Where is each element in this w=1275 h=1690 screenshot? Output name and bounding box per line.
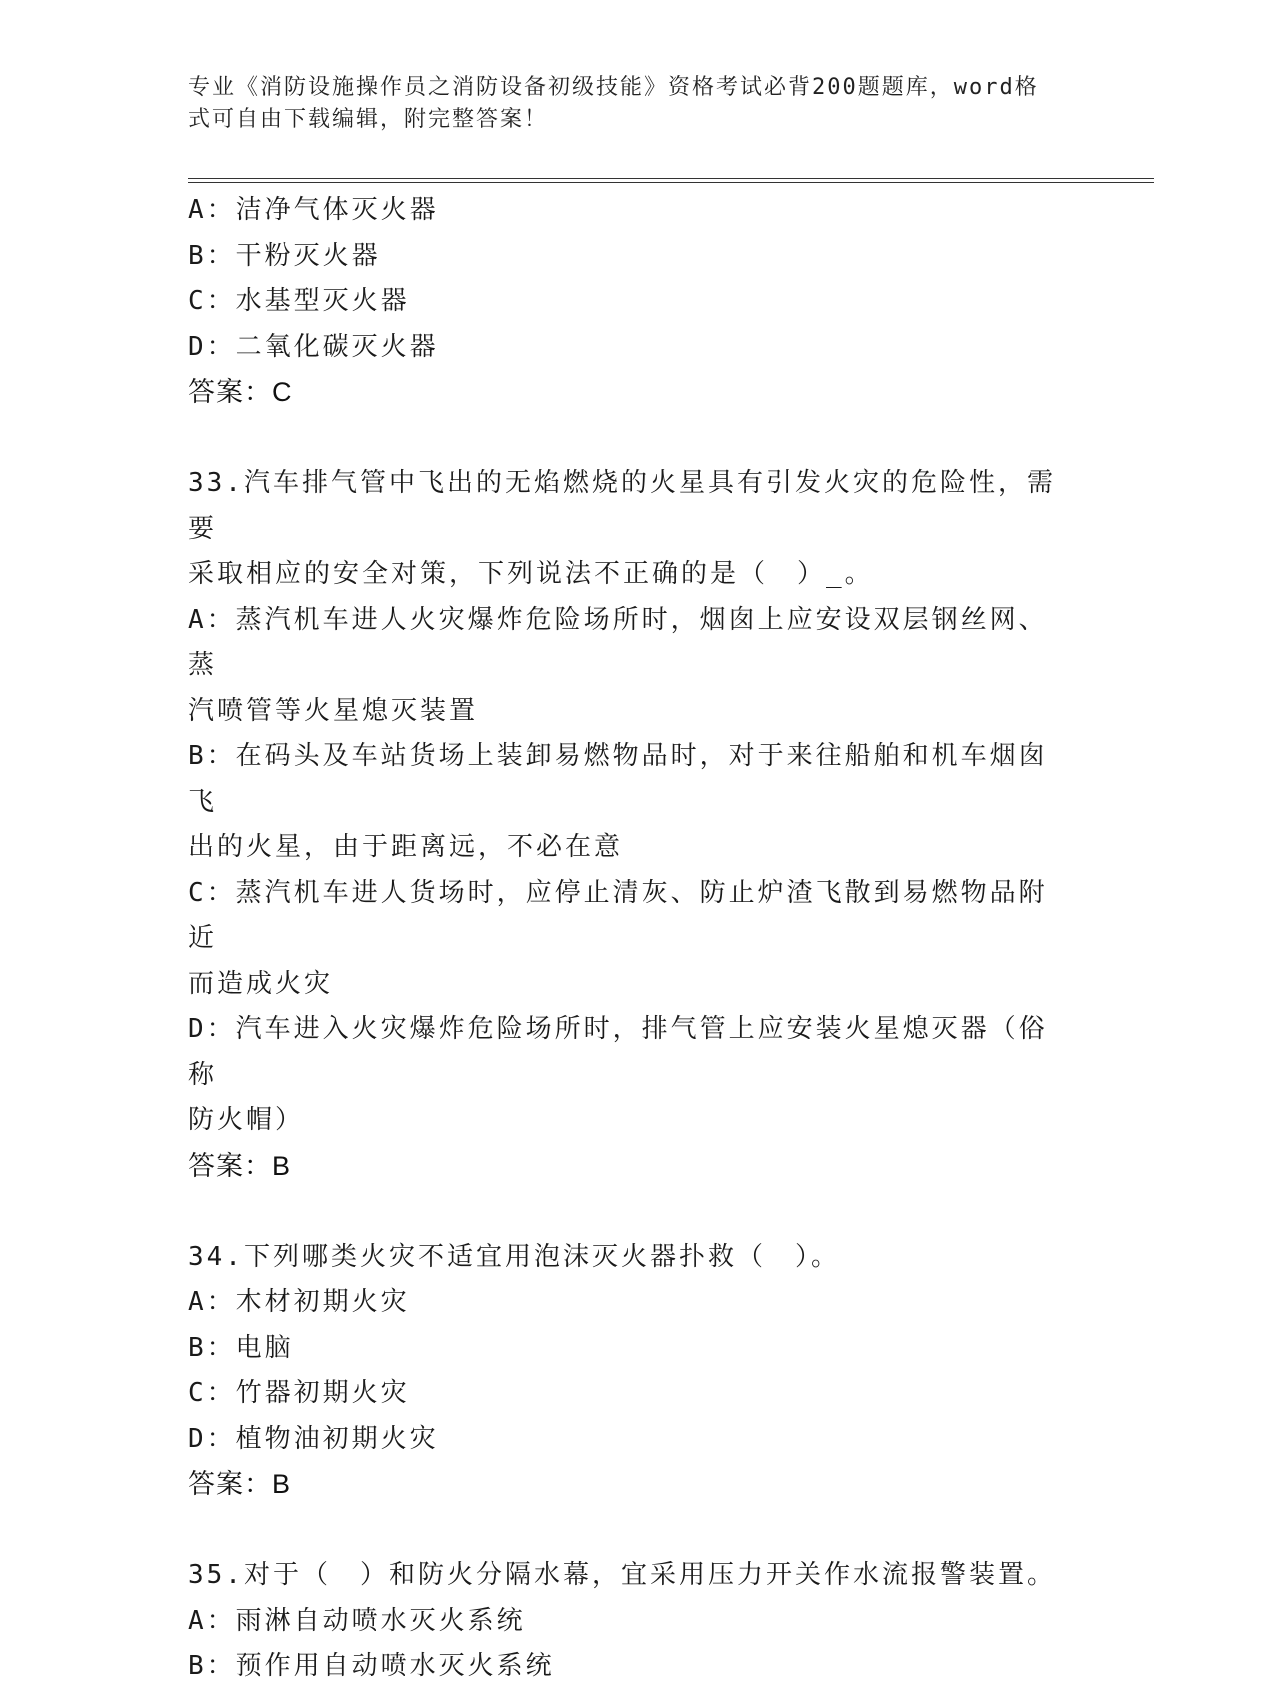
question-stem-line-1: 33.汽车排气管中飞出的无焰燃烧的火星具有引发火灾的危险性，需要 [188,468,1056,544]
answer-line: 答案：C [188,377,293,407]
answer-line: 答案：B [188,1150,292,1181]
question-list [188,188,1068,1690]
header-divider-bottom [188,182,1154,183]
question-32 [188,188,1068,416]
header-divider-top [188,178,1154,179]
question-stem: 35.对于（ ）和防火分隔水幕，宜采用压力开关作水流报警装置。 [188,1560,1056,1590]
option-c-line-2: 而造成火灾 [188,968,334,999]
option-d-line-1: D：汽车进入火灾爆炸危险场所时，排气管上应安装火星熄灭器（俗称 [188,1014,1048,1090]
spacer [188,1508,1068,1554]
option-a-line-2: 汽喷管等火星熄灭装置 [188,695,479,726]
option-d: D：植物油初期火灾 [188,1423,439,1454]
header-line-2: 式可自由下载编辑，附完整答案！ [188,107,549,132]
option-b: B：预作用自动喷水灭火系统 [188,1651,555,1681]
option-a: A：木材初期火灾 [188,1287,410,1317]
header-line-1: 专业《消防设施操作员之消防设备初级技能》资格考试必背200题题库，word格 [188,75,1039,100]
question-35 [188,1553,1068,1690]
option-c: C：竹器初期火灾 [188,1378,410,1408]
spacer [188,1189,1068,1235]
question-33 [188,461,1068,1189]
option-a: A：雨淋自动喷水灭火系统 [188,1605,526,1636]
question-stem: 34.下列哪类火灾不适宜用泡沫灭火器扑救（ ）。 [188,1241,840,1272]
option-b-line-2: 出的火星，由于距离远，不必在意 [188,832,624,862]
option-a: A：洁净气体灭火器 [188,195,439,225]
option-d: D：二氧化碳灭火器 [188,331,439,362]
option-b-line-1: B：在码头及车站货场上装卸易燃物品时，对于来往船舶和机车烟囱飞 [188,741,1048,817]
option-b: B：干粉灭火器 [188,240,381,271]
document-header [188,72,1068,136]
answer-line: 答案：B [188,1469,292,1499]
option-d-line-2: 防火帽） [188,1105,305,1135]
option-c: C：水基型灭火器 [188,286,410,316]
question-stem-line-2: 采取相应的安全对策，下列说法不正确的是（ ）_。 [188,559,874,589]
option-b: B：电脑 [188,1332,294,1363]
question-34 [188,1235,1068,1508]
spacer [188,416,1068,462]
option-a-line-1: A：蒸汽机车进人火灾爆炸危险场所时，烟囱上应安设双层钢丝网、蒸 [188,604,1048,680]
option-c-line-1: C：蒸汽机车进人货场时，应停止清灰、防止炉渣飞散到易燃物品附近 [188,877,1048,953]
